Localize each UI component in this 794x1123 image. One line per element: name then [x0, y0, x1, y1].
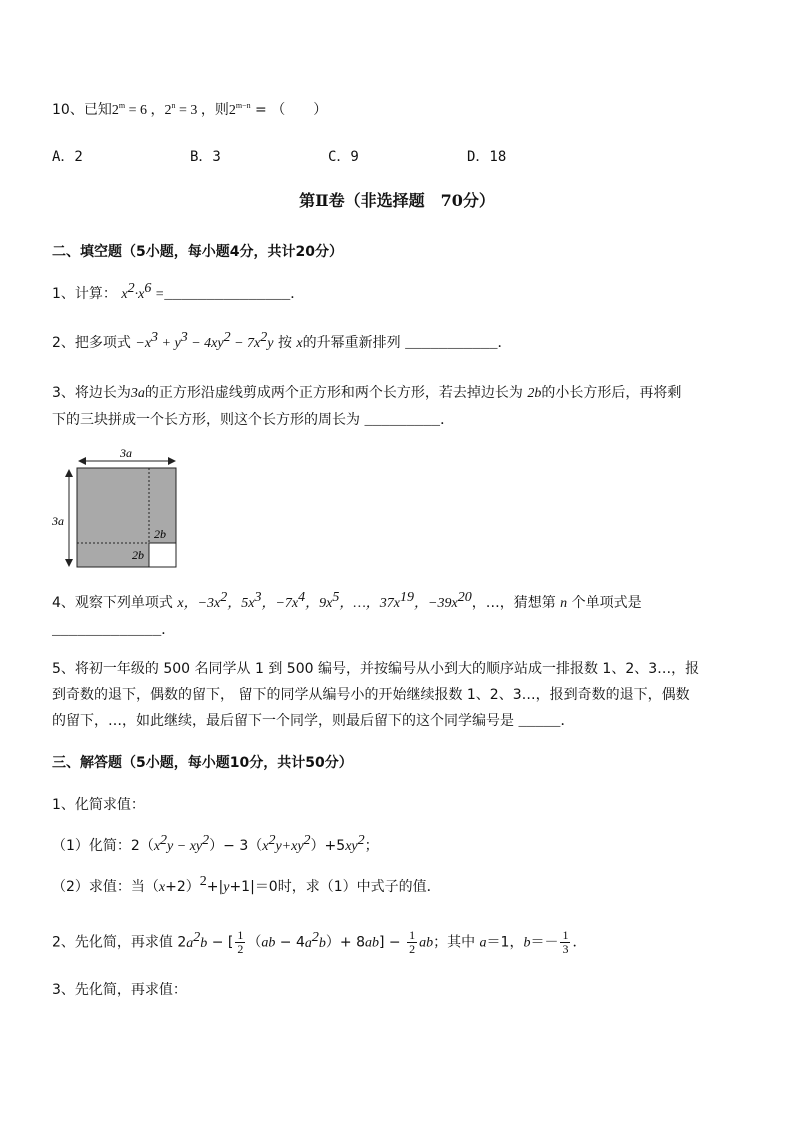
fill-question-3-line-1: [52, 383, 681, 404]
fill-q3-text-a: 3、将边长为: [52, 385, 131, 401]
figure-inner-right-label: 2b: [154, 527, 166, 541]
fill-q1-expression: $x^2\cdot x^6$ =: [121, 281, 165, 302]
fill-q3-2b: 2b: [527, 386, 542, 401]
q10-cond1: $2^m = 6$ ，: [111, 101, 165, 118]
fill-q2-blank: ___________．: [405, 336, 512, 352]
fill-q3-text-c: 的小长方形后，再将剩: [541, 385, 682, 401]
fill-q5-line-1: 5、将初一年级的 500 名同学从 1 到 500 编号，并按编号从小到大的顺序站成一排报数 1、2、3…，报: [52, 661, 700, 677]
solve-q1-sub1: （1）化简：$2(x^2y - xy^2)- 3(x^2y+xy^2)+5xy^2$；: [52, 833, 379, 854]
q10-option-d: D．18: [467, 149, 507, 165]
solve-question-2: 2、先化简，再求值 $2a^2b$ − [ $\frac{1}{2}$ $(ab - 4a^2b)+ 8ab$] − $\frac{1}{2}$ ab；其中 a＝1，b＝－ $\frac{1}{3}$ ．: [52, 928, 587, 956]
solve-q2-expression: $a^2b$: [186, 929, 208, 951]
fill-q4-label: 4、观察下列单项式: [52, 595, 173, 611]
q10-expression: $2^{m-n}$: [228, 101, 251, 118]
fill-question-1: [52, 281, 305, 305]
solve-q1-sub1-label: （1）化简：2（: [52, 838, 154, 854]
fill-q1-label: 1、计算：: [52, 286, 117, 302]
square-cut-figure: [48, 442, 188, 574]
figure-top-label: 3a: [120, 446, 132, 460]
fraction-half: $\frac{1}{2}$: [237, 928, 244, 956]
q10-cond2: $2^n = 3$ ，则: [164, 101, 229, 118]
fill-question-4-line-1: [52, 590, 642, 614]
fill-q3-text-d: 下的三块拼成一个长方形，则这个长方形的周长为: [52, 412, 360, 428]
fill-q2-by: 按: [277, 335, 292, 351]
fill-q1-blank: _______________．: [164, 287, 305, 303]
part-2-heading: 二、填空题（5小题，每小题4分，共计20分）: [52, 244, 343, 260]
question-10: [52, 100, 327, 121]
solve-q1-sub1-expression: $x^2y - xy^2$: [153, 833, 210, 854]
fill-q4-blank: _____________．: [52, 623, 176, 639]
solve-q2-label: 2、先化简，再求值 2: [52, 934, 187, 951]
fill-q3-text-b: 的正方形沿虚线剪成两个正方形和两个长方形，若去掉边长为: [144, 385, 523, 401]
fraction-third: $\frac{1}{3}$: [562, 928, 569, 956]
fill-question-4-line-2: [52, 620, 175, 641]
section-2-title: 第Ⅱ卷（非选择题 70分）: [299, 191, 495, 210]
solve-q1-sub2: （2）求值：当$(x+2)^2+|y+1|=0$时，求（1）中式子的值．: [52, 874, 441, 895]
q10-prefix: 10、已知: [52, 102, 112, 118]
fill-question-3-line-2: [52, 410, 454, 431]
q10-option-a: A．2: [52, 149, 83, 165]
solve-q2-where: ；其中: [433, 934, 476, 951]
solve-q1-sub2-expression: x: [158, 880, 166, 895]
solve-q2-b-eq: ＝－: [530, 934, 559, 951]
solve-q3-label: 3、先化简，再求值：: [52, 982, 187, 998]
fill-q4-sequence: x，$-3x^2$，$5x^3$，$-7x^4$，$9x^5$，…，$37x^{19}$，$-39x^{20}$: [177, 590, 472, 611]
figure-inner-bottom-label: 2b: [132, 548, 144, 562]
q10-suffix: = （ ）: [250, 102, 328, 118]
q10-option-c: C．9: [328, 149, 359, 165]
fill-q5-blank: _____．: [518, 714, 575, 730]
q10-option-b: B．3: [190, 149, 221, 165]
fill-q5-line-3: 的留下，…，如此继续，最后留下一个同学，则最后留下的这个同学编号是: [52, 713, 514, 729]
fill-q2-label: 2、把多项式: [52, 335, 131, 351]
fill-question-2: [52, 330, 512, 354]
fill-q2-tail: 的升幂重新排列: [302, 335, 401, 351]
solve-q1-label: 1、化简求值：: [52, 797, 145, 813]
part-3-heading: 三、解答题（5小题，每小题10分，共计50分）: [52, 755, 353, 771]
figure-left-label: 3a: [52, 514, 64, 528]
fill-q5-line-2: 到奇数的退下，偶数的留下， 留下的同学从编号小的开始继续报数 1、2、3…，报到奇数的退下，偶数: [52, 687, 690, 703]
fill-q4-tail: 个单项式是: [571, 595, 642, 611]
fill-q4-n: n: [560, 596, 568, 611]
solve-q2-a-eq: ＝1，: [486, 934, 524, 951]
fill-q3-3a: 3a: [130, 386, 145, 401]
fill-q2-polynomial: $-x^3 + y^3 - 4xy^2 - 7x^2y$: [135, 330, 274, 351]
fill-question-5-line-3: [52, 711, 574, 732]
fill-q3-blank: _________．: [364, 413, 455, 429]
fill-q4-after: ，…，猜想第: [471, 595, 556, 611]
solve-q1-sub2-tail: ＝0时，求（1）中式子的值．: [254, 879, 441, 895]
small-white-square: [149, 543, 176, 567]
fraction-half-2: $\frac{1}{2}$: [409, 928, 416, 956]
fill-q2-variable: x: [296, 336, 303, 351]
solve-q1-sub2-label: （2）求值：当（: [52, 879, 159, 895]
